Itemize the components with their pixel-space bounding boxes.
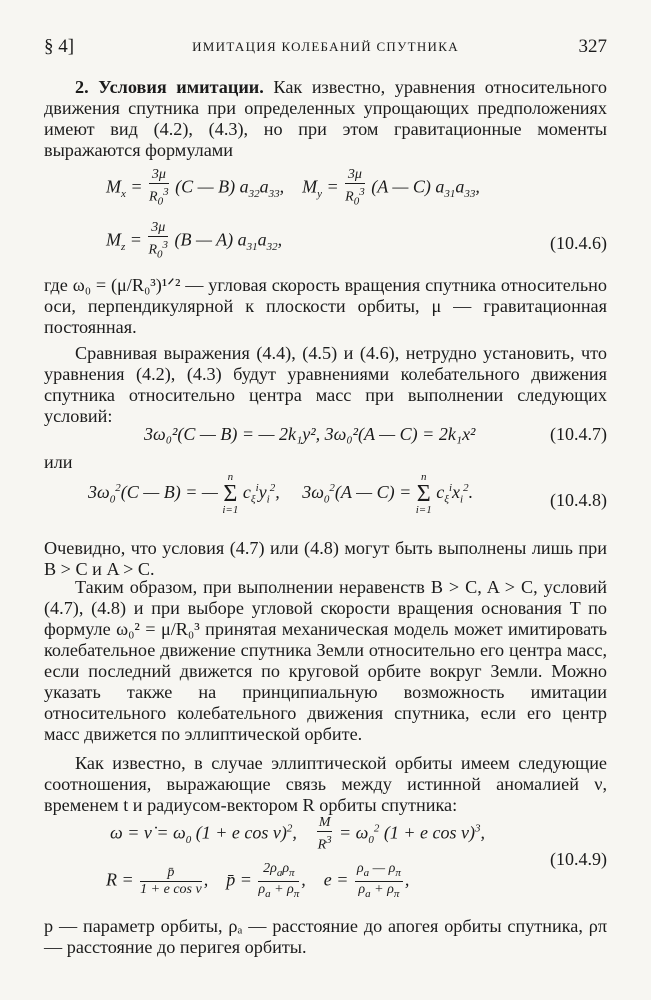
equation-formula: 3ω₀²(C — B) = — 2k₁y², 3ω₀²(A — C) = 2k₁x² [144,424,476,444]
equation-formula: $3\omega_0^2(C$ — B) = — n Σ i=1 $c_\xi^iy_i^2$, $3\omega_0^2(A$ — C) = n Σ i=1 $c_\xi^ix_i^2$. [88,471,474,516]
paragraph-imitation-conditions [44,77,607,161]
paragraph-obviously [44,538,607,580]
paragraph-omega-definition [44,275,607,338]
section-marker: § 4] [44,36,75,57]
paragraph-text: где ω₀ = (μ/R₀³)¹ᐟ² — угловая скорость вращения спутника относительно оси, перпендикулярной к плоскости орбиты, μ — гравитационная постоянная. [44,275,607,337]
equation-10-4-8 [44,472,607,530]
subsection-heading: 2. Условия имитации. [75,77,264,97]
paragraph-orbit-parameters [44,916,607,958]
equation-number: (10.4.9) [550,849,607,869]
equation-omega-nu: ω = ν̇ = $\omega_0$ (1 + e cos ν)$^2$, $\frac{M}{R^3}$ = $\omega_0^2$ (1 + e cos ν)$^3$, [110,815,485,853]
equation-10-4-9 [44,815,607,907]
equation-10-4-7 [44,424,607,450]
running-header [44,36,607,62]
paragraph-thus [44,577,607,745]
equation-r-p-e: R = $\frac{p̄}{\text{1 + e cos ν}}$ , p̄ = $\frac{2\rho_a\rho_\pi}{\rho_a + \rho_\pi}$ , e = $\frac{\rho_a — \rho_\pi}{\rho_a + \rho_\pi}$ , [106,861,410,900]
running-title: ИМИТАЦИЯ КОЛЕБАНИЙ СПУТНИКА [192,39,459,54]
paragraph-text: p — параметр орбиты, ρₐ — расстояние до апогея орбиты спутника, ρπ — расстояние до перигея орбиты. [44,916,607,957]
equation-number: (10.4.6) [550,233,607,253]
paragraph-text: Как известно, уравнения относительного движения спутника при определенных упрощающих предположениях имеют вид (4.2), (4.3), но при этом гравитационные моменты выражаются формулами [44,77,607,160]
page-number: 327 [578,36,607,57]
paragraph-elliptical-orbit [44,753,607,816]
equation-number: (10.4.8) [550,490,607,510]
paragraph-comparing-expressions [44,343,607,427]
equation-mx-my: $M_x$ = $\frac{3\mu}{R_0^3}$ (C — B) $a_{32}a_{33}$, $M_y$ = $\frac{3\mu}{R_0^3}$ (A — C) $a_{31}a_{33}$, [106,167,480,208]
paragraph-text: Очевидно, что условия (4.7) или (4.8) могут быть выполнены лишь при B > C и A > C. [44,538,607,579]
equation-number: (10.4.7) [550,424,607,444]
equation-mz: $M_z$ = $\frac{3\mu}{R_0^3}$ (B — A) $a_{31}a_{32}$, [106,220,283,261]
paragraph-text: Как известно, в случае эллиптической орбиты имеем следующие соотношения, выражающие связь между истинной аномалией ν, временем t и радиусом-вектором R орбиты спутника: [44,753,607,815]
conjunction-or: или [44,452,73,472]
equation-10-4-6 [44,165,607,270]
paragraph-text: Таким образом, при выполнении неравенств B > C, A > C, условий (4.7), (4.8) и при выборе угловой скорости вращения основания T по формуле ω₀² = μ/R₀³ принятая механическая модель может имитировать колебательное движение спутника Земли относительно его центра масс, если последний движется по круговой орбите вокруг Земли. Можно указать также на принципиальную возможность имитации относительного колебательного движения спутника, если его центр масс движется по эллиптической орбите. [44,577,607,744]
paragraph-text: Сравнивая выражения (4.4), (4.5) и (4.6), нетрудно установить, что уравнения (4.2), (4.3) будут уравнениями колебательного движения спутника относительно центра масс при выполнении следующих условий: [44,343,607,426]
